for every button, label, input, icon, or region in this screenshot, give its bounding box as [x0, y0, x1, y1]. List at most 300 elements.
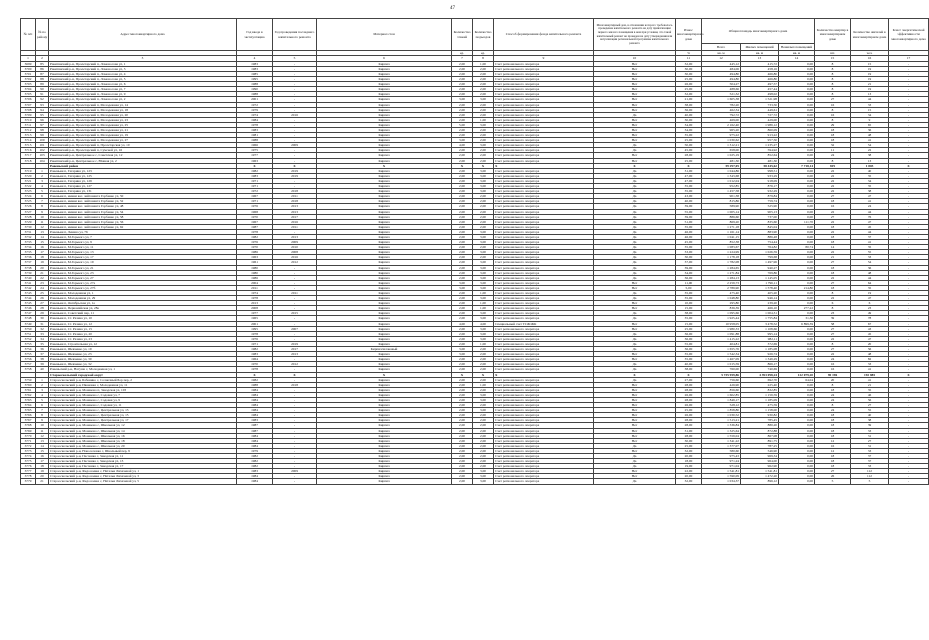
cell-b: 1983	[237, 173, 273, 178]
cell-ec: -	[889, 474, 929, 479]
cell-al: 1 026,59	[741, 250, 779, 255]
cell-an: 0,00	[779, 352, 815, 357]
cell-m: Кирпич	[317, 199, 452, 204]
cell-ec: -	[889, 77, 929, 82]
cell-ec: -	[889, 367, 929, 372]
cell-o: -	[273, 336, 317, 341]
cell-o: 2009	[273, 469, 317, 474]
cell-an: 0,00	[779, 260, 815, 265]
cell-b: 1978	[237, 331, 273, 336]
cell-al: 918,09	[741, 178, 779, 183]
cell-ec: -	[889, 178, 929, 183]
cell-fl: 20	[815, 377, 851, 382]
cell-an: 0,00	[779, 403, 815, 408]
cell-d: 17	[36, 250, 49, 255]
cell-al: 498,02	[741, 92, 779, 97]
cell-rs: 76	[851, 214, 889, 219]
cell-w: 31,00	[676, 168, 702, 173]
cell-n: 3768	[21, 423, 36, 428]
cell-b: 1988	[237, 382, 273, 387]
cell-d: 7	[36, 408, 49, 413]
cell-fl: 18	[815, 428, 851, 433]
col-header-efficiency: Класс энергетической эффективности многоквартирного дома	[889, 19, 929, 51]
cell-m: Кирпич	[317, 454, 452, 459]
cell-fl: 18	[815, 199, 851, 204]
cell-n: 3710	[21, 117, 36, 122]
cell-f: 2,00	[452, 438, 473, 443]
cell-addr: Ракитянский р-н, Пролетарский п, Молодежная ул, 18	[49, 107, 237, 112]
cell-f: 2,00	[452, 306, 473, 311]
cell-o: -	[273, 459, 317, 464]
cell-at: 1 377,07	[702, 443, 741, 448]
cell-f: 2,00	[452, 454, 473, 459]
cell-o: -	[273, 428, 317, 433]
cell-at: 426,90	[702, 382, 741, 387]
cell-o: -	[273, 433, 317, 438]
cell-e: 2,00	[473, 92, 494, 97]
cell-fl: 22	[815, 296, 851, 301]
col-header-floors: Количество этажей	[452, 19, 473, 51]
cell-e: 2,00	[473, 387, 494, 392]
cell-al: 737,00	[741, 214, 779, 219]
cell-w: 47,00	[676, 173, 702, 178]
cell-an: 0,00	[779, 336, 815, 341]
cell-fl: 24	[815, 153, 851, 158]
cell-o: -	[273, 82, 317, 87]
cell-o: -	[273, 178, 317, 183]
cell-w: 15,00	[676, 306, 702, 311]
cell-w: 36,00	[676, 107, 702, 112]
cell-d: 103	[36, 153, 49, 158]
cell-fl: 16	[815, 204, 851, 209]
cell-e: 3,00	[473, 97, 494, 102]
cell-f: 4,00	[452, 143, 473, 148]
table-row	[21, 479, 929, 484]
cell-fund: Счет регионального оператора	[494, 285, 594, 290]
cell-addr: Ракитянский р-н, Центральное с, Южная ул, 2	[49, 158, 237, 163]
cell-e: 2,00	[473, 367, 494, 372]
cell-b: 1984	[237, 117, 273, 122]
cell-addr: Ровеньки п, Гагарина ул, 127	[49, 184, 237, 189]
column-number-cell: 8	[473, 56, 494, 61]
cell-m: Кирпич	[317, 143, 452, 148]
cell-n: 3771	[21, 438, 36, 443]
cell-w: X	[676, 372, 702, 377]
cell-m: Кирпич	[317, 341, 452, 346]
cell-em: Да	[594, 173, 676, 178]
cell-at: 1 782,08	[702, 260, 741, 265]
cell-al: 769,86	[741, 270, 779, 275]
cell-o: -	[273, 61, 317, 66]
cell-fund: Счет регионального оператора	[494, 418, 594, 423]
cell-b: 1982	[237, 377, 273, 382]
cell-an: 0,00	[779, 178, 815, 183]
cell-addr: Старооскольский р-н, Песчанка с, Заводская ул, 13	[49, 459, 237, 464]
cell-rs: 49	[851, 311, 889, 316]
cell-at: 404,81	[702, 341, 741, 346]
cell-f: 2,00	[452, 128, 473, 133]
cell-rs: 48	[851, 270, 889, 275]
cell-ec: -	[889, 107, 929, 112]
cell-fund: Счет регионального оператора	[494, 336, 594, 341]
cell-m: Кирпич	[317, 112, 452, 117]
cell-n: 3754	[21, 347, 36, 352]
cell-n: 3763	[21, 397, 36, 402]
cell-n: 3721	[21, 178, 36, 183]
cell-em: Да	[594, 184, 676, 189]
cell-em: Нет	[594, 403, 676, 408]
cell-w: 35,00	[676, 224, 702, 229]
cell-b: 1984	[237, 387, 273, 392]
cell-d: 20	[36, 474, 49, 479]
cell-f: 2,00	[452, 189, 473, 194]
cell-rs: 36	[851, 128, 889, 133]
cell-n: 3714	[21, 138, 36, 143]
cell-e: 3,00	[473, 296, 494, 301]
cell-w: 36,00	[676, 336, 702, 341]
cell-em: Да	[594, 459, 676, 464]
cell-at: 1 041,15	[702, 234, 741, 239]
cell-al: 1 185,09	[741, 397, 779, 402]
cell-at: 1 542,34	[702, 352, 741, 357]
cell-an: 0,00	[779, 255, 815, 260]
cell-b: 1982	[237, 454, 273, 459]
cell-o: -	[273, 392, 317, 397]
cell-n: 3772	[21, 443, 36, 448]
cell-at: 1 271,18	[702, 224, 741, 229]
cell-n: 3712	[21, 128, 36, 133]
cell-an: 0,00	[779, 184, 815, 189]
cell-an: 0,00	[779, 209, 815, 214]
cell-b: 1982	[237, 234, 273, 239]
cell-e: 3,00	[473, 275, 494, 280]
cell-at: 2 259,73	[702, 280, 741, 285]
column-number-cell: 13	[741, 56, 779, 61]
cell-fl: 22	[815, 168, 851, 173]
cell-al: 1 541,81	[741, 469, 779, 474]
cell-addr: Ровеньки п, М.Горького ул, 17	[49, 255, 237, 260]
cell-d: 11	[36, 219, 49, 224]
cell-fl: 22	[815, 209, 851, 214]
cell-at: 1 284,13	[702, 275, 741, 280]
cell-o: -	[273, 280, 317, 285]
cell-fund: Счет регионального оператора	[494, 413, 594, 418]
cell-fl: 8	[815, 117, 851, 122]
cell-m: Кирпич	[317, 153, 452, 158]
cell-em: Нет	[594, 122, 676, 127]
cell-m: Кирпич	[317, 184, 452, 189]
cell-al: 3 478,52	[741, 321, 779, 326]
cell-m: Кирпич	[317, 438, 452, 443]
cell-m: Кирпич	[317, 382, 452, 387]
cell-at: 59 297,05	[702, 163, 741, 168]
cell-rs: 20	[851, 341, 889, 346]
cell-w: 11,00	[676, 280, 702, 285]
cell-w: 20,00	[676, 474, 702, 479]
cell-ec: -	[889, 71, 929, 76]
cell-fl: 16	[815, 362, 851, 367]
cell-addr: Ровеньки п, Шевченко ул, 30	[49, 357, 237, 362]
cell-al: 930,82	[741, 413, 779, 418]
cell-o: 2016	[273, 219, 317, 224]
cell-f: 2,00	[452, 464, 473, 469]
cell-al: 964,00	[741, 459, 779, 464]
cell-an: 0,00	[779, 301, 815, 306]
cell-an: 0,00	[779, 250, 815, 255]
cell-m: Кирпич	[317, 326, 452, 331]
cell-at: 756,60	[702, 377, 741, 382]
cell-n: 3757	[21, 362, 36, 367]
cell-fund: Счет регионального оператора	[494, 128, 594, 133]
cell-ec: -	[889, 143, 929, 148]
cell-o: -	[273, 153, 317, 158]
cell-at: 1 513,21	[702, 418, 741, 423]
cell-b: 1972	[237, 102, 273, 107]
cell-at: 475,40	[702, 291, 741, 296]
cell-fl: 24	[815, 408, 851, 413]
cell-ec: -	[889, 336, 929, 341]
cell-al: 799,68	[741, 255, 779, 260]
cell-m: Кирпич	[317, 428, 452, 433]
cell-fl: 18	[815, 423, 851, 428]
cell-w: 38,00	[676, 367, 702, 372]
cell-w: 30,00	[676, 71, 702, 76]
cell-em: Да	[594, 362, 676, 367]
cell-w: 36,00	[676, 347, 702, 352]
col-header-district-idx: № по району	[36, 19, 49, 51]
cell-f: 2,00	[452, 336, 473, 341]
cell-fund: Счет регионального оператора	[494, 138, 594, 143]
cell-ec: -	[889, 87, 929, 92]
cell-w: X	[676, 163, 702, 168]
cell-o: -	[273, 454, 317, 459]
cell-w: 28,00	[676, 153, 702, 158]
cell-ec: -	[889, 469, 929, 474]
cell-f: 2,00	[452, 448, 473, 453]
cell-d: 33	[36, 331, 49, 336]
cell-ec: -	[889, 122, 929, 127]
cell-n: 3716	[21, 148, 36, 153]
cell-addr: Ровеньки п, Гагарина ул, 129	[49, 178, 237, 183]
cell-o: 2018	[273, 189, 317, 194]
cell-o: -	[273, 133, 317, 138]
cell-b: 1984	[237, 392, 273, 397]
cell-f: X	[452, 372, 473, 377]
cell-o: -	[273, 443, 317, 448]
cell-at: 1 605,38	[702, 97, 741, 102]
cell-m: Кирпич	[317, 306, 452, 311]
cell-ec: -	[889, 311, 929, 316]
cell-rs: 19	[851, 71, 889, 76]
cell-e: 2,00	[473, 454, 494, 459]
col-header-wear: Износ многоквартирного дома	[676, 19, 702, 51]
cell-f: 2,00	[452, 173, 473, 178]
cell-o: 2007	[273, 326, 317, 331]
cell-ec: -	[889, 168, 929, 173]
cell-e: 2,00	[473, 199, 494, 204]
cell-w: 28,00	[676, 433, 702, 438]
cell-f: 2,00	[452, 234, 473, 239]
cell-b: 1979	[237, 448, 273, 453]
cell-w: 39,00	[676, 265, 702, 270]
cell-al: 932,29	[741, 189, 779, 194]
cell-b: 1990	[237, 87, 273, 92]
cell-al: 852,64	[741, 153, 779, 158]
cell-an: 0,00	[779, 341, 815, 346]
cell-ec: -	[889, 428, 929, 433]
cell-al: 1 989,12	[741, 122, 779, 127]
cell-b: 1974	[237, 112, 273, 117]
cell-al: 466,80	[741, 77, 779, 82]
cell-n: 3748	[21, 316, 36, 321]
cell-o: -	[273, 128, 317, 133]
cell-em: Да	[594, 296, 676, 301]
cell-d: 35	[36, 341, 49, 346]
cell-w: 25,00	[676, 408, 702, 413]
cell-at: 1 083,67	[702, 245, 741, 250]
cell-d: 94	[36, 107, 49, 112]
cell-addr: Ракитянский р-н, Пролетарский п, Ломоносова ул, 1	[49, 61, 237, 66]
cell-fund: Счет регионального оператора	[494, 153, 594, 158]
cell-at: 2 162,40	[702, 122, 741, 127]
cell-ec: -	[889, 245, 929, 250]
cell-b: 1972	[237, 189, 273, 194]
cell-rs: 44	[851, 275, 889, 280]
cell-d: 7	[36, 199, 49, 204]
cell-f: 2,00	[452, 311, 473, 316]
cell-an: 0,00	[779, 418, 815, 423]
cell-o: 2011	[273, 194, 317, 199]
cell-al: 891,75	[741, 438, 779, 443]
cell-n: 3746	[21, 306, 36, 311]
cell-b: 1988	[237, 82, 273, 87]
col-header-area-group: Общая площадь многоквартирного дома	[702, 19, 815, 44]
cell-w: 39,00	[676, 204, 702, 209]
cell-addr: Старооскольский р-н, Монаково с, Школьная ул, 16	[49, 433, 237, 438]
cell-o: -	[273, 92, 317, 97]
cell-b: 1963	[237, 255, 273, 260]
cell-n: 3765	[21, 408, 36, 413]
cell-b: 1967	[237, 219, 273, 224]
cell-e: 3,00	[473, 474, 494, 479]
cell-rs: 33	[851, 255, 889, 260]
cell-at: 481,30	[702, 158, 741, 163]
cell-n: 3739	[21, 270, 36, 275]
cell-b: 1984	[237, 403, 273, 408]
cell-fl: 58	[815, 321, 851, 326]
cell-an: 0,00	[779, 357, 815, 362]
cell-n: 3761	[21, 387, 36, 392]
cell-ec: -	[889, 397, 929, 402]
cell-o: -	[273, 184, 317, 189]
cell-fl: 27	[815, 214, 851, 219]
cell-an: 0,00	[779, 367, 815, 372]
cell-an: 0,00	[779, 92, 815, 97]
cell-m: Кирпич	[317, 178, 452, 183]
cell-f: 3,00	[452, 352, 473, 357]
cell-w: 26,00	[676, 82, 702, 87]
cell-b: 1980	[237, 265, 273, 270]
cell-w: 46,00	[676, 229, 702, 234]
cell-f: 2,00	[452, 479, 473, 484]
cell-fl: 32	[815, 143, 851, 148]
cell-w: 30,00	[676, 255, 702, 260]
cell-at: 1 095,66	[702, 311, 741, 316]
cell-o: 2010	[273, 245, 317, 250]
cell-w: 5,00	[676, 285, 702, 290]
cell-ec: -	[889, 301, 929, 306]
cell-b: 1974	[237, 291, 273, 296]
cell-b: 1983	[237, 61, 273, 66]
cell-rs: 27	[851, 438, 889, 443]
cell-n: 3701	[21, 71, 36, 76]
cell-al: 1 159,59	[741, 392, 779, 397]
column-number-cell: 6	[317, 56, 452, 61]
cell-fund: Счет регионального оператора	[494, 301, 594, 306]
cell-e: 2,00	[473, 82, 494, 87]
cell-fl: 18	[815, 418, 851, 423]
cell-em: Нет	[594, 102, 676, 107]
cell-m: Кирпич	[317, 250, 452, 255]
cell-f: 2,00	[452, 255, 473, 260]
cell-n: 3779	[21, 479, 36, 484]
cell-m: Кирпич	[317, 255, 452, 260]
cell-f: 2,00	[452, 362, 473, 367]
cell-o: -	[273, 418, 317, 423]
cell-m: Кирпич	[317, 240, 452, 245]
cell-f: 2,00	[452, 387, 473, 392]
cell-ec: -	[889, 280, 929, 285]
cell-an: 0,00	[779, 61, 815, 66]
cell-m: Кирпич	[317, 214, 452, 219]
cell-rs: 44	[851, 209, 889, 214]
cell-addr: Ровеньки п, имени вас. лейтенанта Горбенко ул, 58	[49, 214, 237, 219]
cell-addr: Ровеньки п, Ленина ул, 76	[49, 229, 237, 234]
cell-al: 740,69	[741, 367, 779, 372]
cell-at: 975,43	[702, 454, 741, 459]
cell-rs: 44	[851, 229, 889, 234]
cell-d: 40	[36, 367, 49, 372]
cell-fund: Счет регионального оператора	[494, 464, 594, 469]
cell-f: 2,00	[452, 153, 473, 158]
cell-rs: 65	[851, 122, 889, 127]
cell-m: Кирпич	[317, 189, 452, 194]
cell-e: 2,00	[473, 448, 494, 453]
cell-w: 36,00	[676, 331, 702, 336]
cell-an: 7 718,14	[779, 163, 815, 168]
cell-b: 1986	[237, 275, 273, 280]
cell-f: 2,00	[452, 418, 473, 423]
cell-d: 36	[36, 347, 49, 352]
page-number: 47	[450, 6, 455, 11]
cell-addr: Ракитянский р-н, Пролетарский п, Молодежная ул, 14	[49, 102, 237, 107]
cell-d: 97	[36, 122, 49, 127]
cell-b: 1979	[237, 107, 273, 112]
cell-e: 3,00	[473, 316, 494, 321]
cell-fund: Счет регионального оператора	[494, 71, 594, 76]
cell-fund: Счет регионального оператора	[494, 87, 594, 92]
cell-d: 10	[36, 214, 49, 219]
cell-n: 3737	[21, 260, 36, 265]
cell-em: Да	[594, 234, 676, 239]
cell-em: Нет	[594, 92, 676, 97]
cell-rs: 19	[851, 87, 889, 92]
cell-rs: 41	[851, 367, 889, 372]
cell-ec: -	[889, 133, 929, 138]
cell-n: 3703	[21, 82, 36, 87]
cell-at: 1 341,22	[702, 438, 741, 443]
cell-at: 1 025,19	[702, 153, 741, 158]
